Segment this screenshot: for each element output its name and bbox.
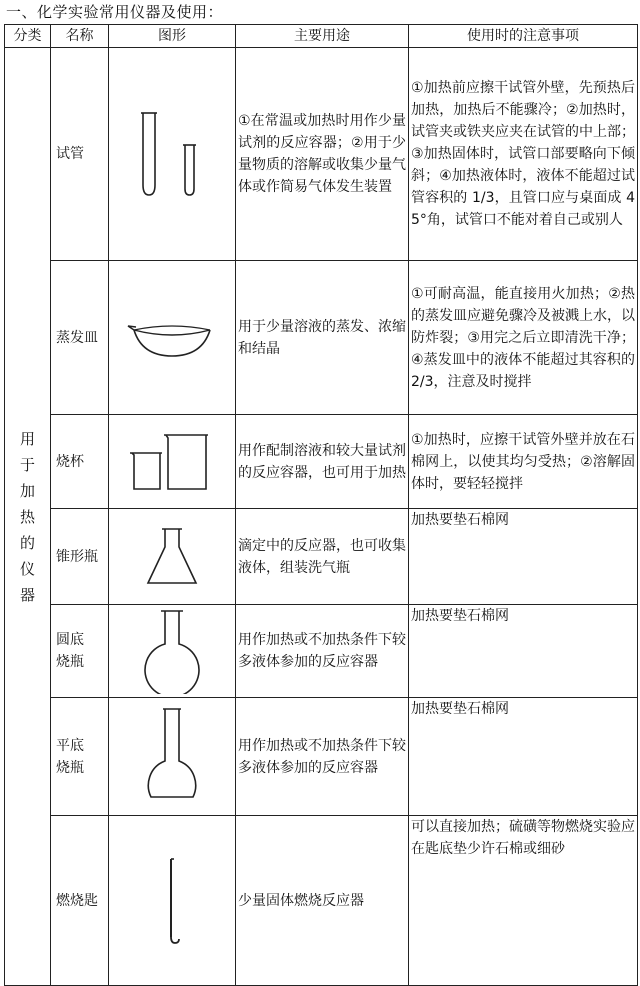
table-row [5, 261, 638, 415]
beaker-icon [122, 429, 222, 495]
note-text: 加热要垫石棉网 [409, 509, 638, 605]
instrument-name: 烧杯 [51, 415, 109, 509]
name-line: 平底 [56, 737, 84, 754]
instrument-table [4, 24, 638, 986]
note-text: 加热要垫石棉网 [409, 698, 638, 816]
note-text: ①加热前应擦干试管外壁，先预热后加热，加热后不能骤冷；②加热时，试管夹或铁夹应夹在试管的中上部；③加热固体时，试管口部要略向下倾斜；④加热液体时，液体不能超过试管容积的 1/3，且管口应与桌面成 45°角，试管口不能对着自己或别人 [409, 48, 638, 261]
category-char: 热 [19, 507, 35, 526]
instrument-name [51, 605, 109, 698]
use-text: 少量固体燃烧反应器 [236, 816, 409, 986]
header-name: 名称 [51, 25, 109, 48]
instrument-name [51, 698, 109, 816]
figure-cell [109, 509, 236, 605]
use-text: 滴定中的反应器，也可收集液体，组装洗气瓶 [236, 509, 409, 605]
table-row [5, 816, 638, 986]
evaporating-dish-icon [122, 316, 222, 360]
use-text: 用作加热或不加热条件下较多液体参加的反应容器 [236, 698, 409, 816]
name-line: 圆底 [56, 632, 84, 648]
round-bottom-flask-icon [137, 608, 207, 694]
note-text: ①加热时，应擦干试管外壁并放在石棉网上，以使其均匀受热；②溶解固体时，要轻轻搅拌 [409, 415, 638, 509]
use-text: 用于少量溶液的蒸发、浓缩和结晶 [236, 261, 409, 415]
instrument-name: 蒸发皿 [51, 261, 109, 415]
table-row [5, 48, 638, 261]
header-category: 分类 [5, 25, 51, 48]
header-use: 主要用途 [236, 25, 409, 48]
header-figure: 图形 [109, 25, 236, 48]
section-title: 一、化学实验常用仪器及使用： [6, 3, 224, 21]
instrument-name: 试管 [51, 48, 109, 261]
category-char: 于 [19, 455, 35, 474]
category-char: 器 [19, 585, 35, 604]
note-text: ①可耐高温，能直接用火加热；②热的蒸发皿应避免骤冷及被溅上水，以防炸裂；③用完之后立即清洗干净；④蒸发皿中的液体不能超过其容积的 2/3，注意及时搅拌 [409, 261, 638, 415]
use-text: ①在常温或加热时用作少量试剂的反应容器；②用于少量物质的溶解或收集少量气体或作简易气体发生装置 [236, 48, 409, 261]
test-tube-icon [117, 109, 227, 199]
note-text: 可以直接加热；硫磺等物燃烧实验应在匙底垫少许石棉或细砂 [409, 816, 638, 986]
conical-flask-icon [142, 525, 202, 589]
table-row [5, 698, 638, 816]
category-char: 仪 [19, 559, 35, 578]
header-notes: 使用时的注意事项 [409, 25, 638, 48]
table-row [5, 605, 638, 698]
category-cell [5, 48, 51, 986]
figure-cell [109, 48, 236, 261]
figure-cell [109, 415, 236, 509]
header-row [5, 25, 638, 48]
figure-cell [109, 816, 236, 986]
name-line: 烧瓶 [56, 654, 84, 670]
note-text: 加热要垫石棉网 [409, 605, 638, 698]
table-row [5, 509, 638, 605]
table-row [5, 415, 638, 509]
figure-cell [109, 698, 236, 816]
figure-cell [109, 261, 236, 415]
instrument-name: 锥形瓶 [51, 509, 109, 605]
use-text: 用作配制溶液和较大量试剂的反应容器，也可用于加热 [236, 415, 409, 509]
category-char: 用 [19, 429, 35, 448]
flat-bottom-flask-icon [137, 705, 207, 809]
figure-cell [109, 605, 236, 698]
name-line: 烧瓶 [56, 759, 84, 776]
category-char: 的 [19, 533, 35, 552]
deflagrating-spoon-icon [152, 851, 192, 951]
category-char: 加 [19, 481, 35, 500]
use-text: 用作加热或不加热条件下较多液体参加的反应容器 [236, 605, 409, 698]
instrument-name: 燃烧匙 [51, 816, 109, 986]
